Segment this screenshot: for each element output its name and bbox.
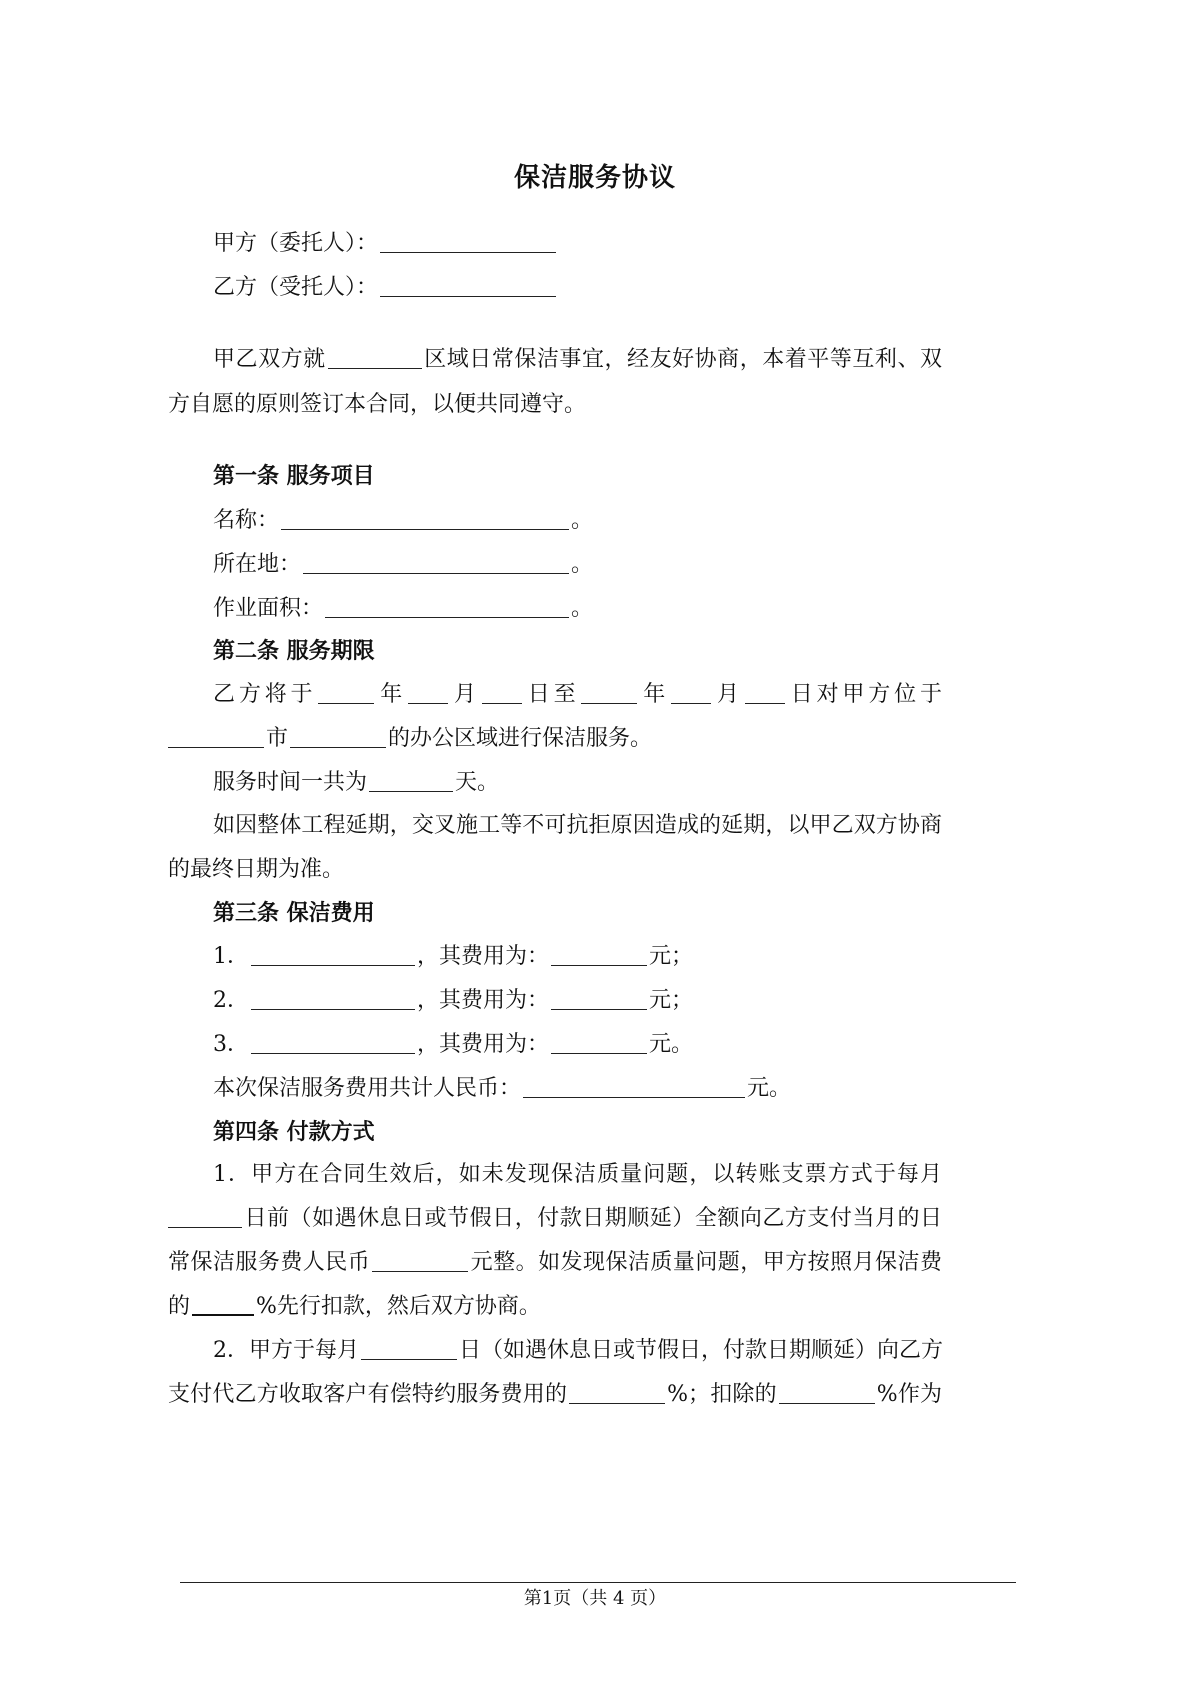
article-2-heading: 第二条 服务期限 — [213, 638, 375, 664]
party-a-line — [213, 229, 558, 259]
cost-item-2-name-blank[interactable] — [251, 987, 415, 1010]
deducted-percent-blank[interactable] — [779, 1381, 875, 1404]
payment-p2-line-2: 支付代乙方收取客户有偿特约服务费用的 %；扣除的 %作为 — [168, 1382, 943, 1407]
footer-divider — [180, 1582, 1016, 1583]
payment-day-blank[interactable] — [168, 1205, 242, 1228]
area-blank[interactable] — [325, 595, 569, 618]
total-blank[interactable] — [523, 1075, 745, 1098]
party-a-blank[interactable] — [380, 230, 556, 253]
monthly-fee-blank[interactable] — [372, 1249, 468, 1272]
document-title: 保洁服务协议 — [513, 163, 676, 193]
cost-item-1-amount-blank[interactable] — [551, 943, 647, 966]
period-line-2: 市 的办公区域进行保洁服务。 — [168, 724, 652, 754]
end-day-blank[interactable] — [745, 681, 785, 704]
cost-item-3-amount-blank[interactable] — [551, 1031, 647, 1054]
end-year-blank[interactable] — [581, 681, 637, 704]
start-month-blank[interactable] — [408, 681, 448, 704]
intro-area-blank[interactable] — [328, 346, 422, 369]
party-b-label: 乙方（受托人）： — [213, 275, 379, 300]
district-blank[interactable] — [290, 725, 386, 748]
payment-p1-line-1: 1．甲方在合同生效后，如未发现保洁质量问题，以转账支票方式于每月 — [213, 1162, 942, 1187]
payment-p2-line-1: 2．甲方于每月 日（如遇休息日或节假日，付款日期顺延）向乙方 — [213, 1338, 944, 1363]
name-blank[interactable] — [281, 507, 569, 530]
location-line: 所在地： 。 — [213, 552, 594, 577]
location-blank[interactable] — [303, 551, 569, 574]
cost-item-3: 3． ，其费用为： 元。 — [213, 1032, 694, 1057]
cost-item-3-name-blank[interactable] — [251, 1031, 415, 1054]
payment-p1-line-3: 常保洁服务费人民币 元整。如发现保洁质量问题，甲方按照月保洁费 — [168, 1250, 942, 1275]
cost-item-1-name-blank[interactable] — [251, 943, 415, 966]
intro-line-2: 方自愿的原则签订本合同，以便共同遵守。 — [168, 392, 587, 417]
article-3-heading: 第三条 保洁费用 — [213, 900, 375, 926]
payment-p1-line-2: 日前（如遇休息日或节假日，付款日期顺延）全额向乙方支付当月的日 — [168, 1204, 942, 1234]
deduction-percent-blank[interactable] — [192, 1292, 254, 1316]
delay-line-1: 如因整体工程延期，交叉施工等不可抗拒原因造成的延期，以甲乙双方协商 — [213, 813, 942, 838]
cost-item-1: 1． ，其费用为： 元； — [213, 944, 694, 969]
duration-line: 服务时间一共为 天。 — [213, 770, 500, 795]
page-number: 第1页（共 4 页） — [523, 1588, 667, 1609]
cost-item-2-amount-blank[interactable] — [551, 987, 647, 1010]
duration-blank[interactable] — [369, 769, 453, 792]
service-fee-percent-blank[interactable] — [569, 1381, 665, 1404]
delay-line-2: 的最终日期为准。 — [168, 857, 345, 882]
cost-item-2: 2． ，其费用为： 元； — [213, 988, 694, 1013]
intro-line-1: 甲乙双方就 区域日常保洁事宜，经友好协商，本着平等互利、双 — [213, 347, 942, 372]
party-b-line — [213, 273, 558, 303]
period-line-1: 乙方将于 年 月 日至 年 月 日对甲方位于 — [213, 682, 942, 707]
article-1-heading: 第一条 服务项目 — [213, 463, 375, 489]
province-blank[interactable] — [168, 725, 264, 748]
p2-day-blank[interactable] — [361, 1337, 457, 1360]
start-day-blank[interactable] — [482, 681, 522, 704]
end-month-blank[interactable] — [671, 681, 711, 704]
total-line: 本次保洁服务费用共计人民币： 元。 — [213, 1076, 792, 1101]
payment-p1-line-4: 的 %先行扣款，然后双方协商。 — [168, 1294, 541, 1319]
article-4-heading: 第四条 付款方式 — [213, 1119, 375, 1145]
start-year-blank[interactable] — [318, 681, 374, 704]
party-a-label: 甲方（委托人）： — [213, 231, 379, 256]
party-b-blank[interactable] — [380, 274, 556, 297]
name-line: 名称： 。 — [213, 508, 594, 533]
area-line: 作业面积： 。 — [213, 596, 594, 621]
